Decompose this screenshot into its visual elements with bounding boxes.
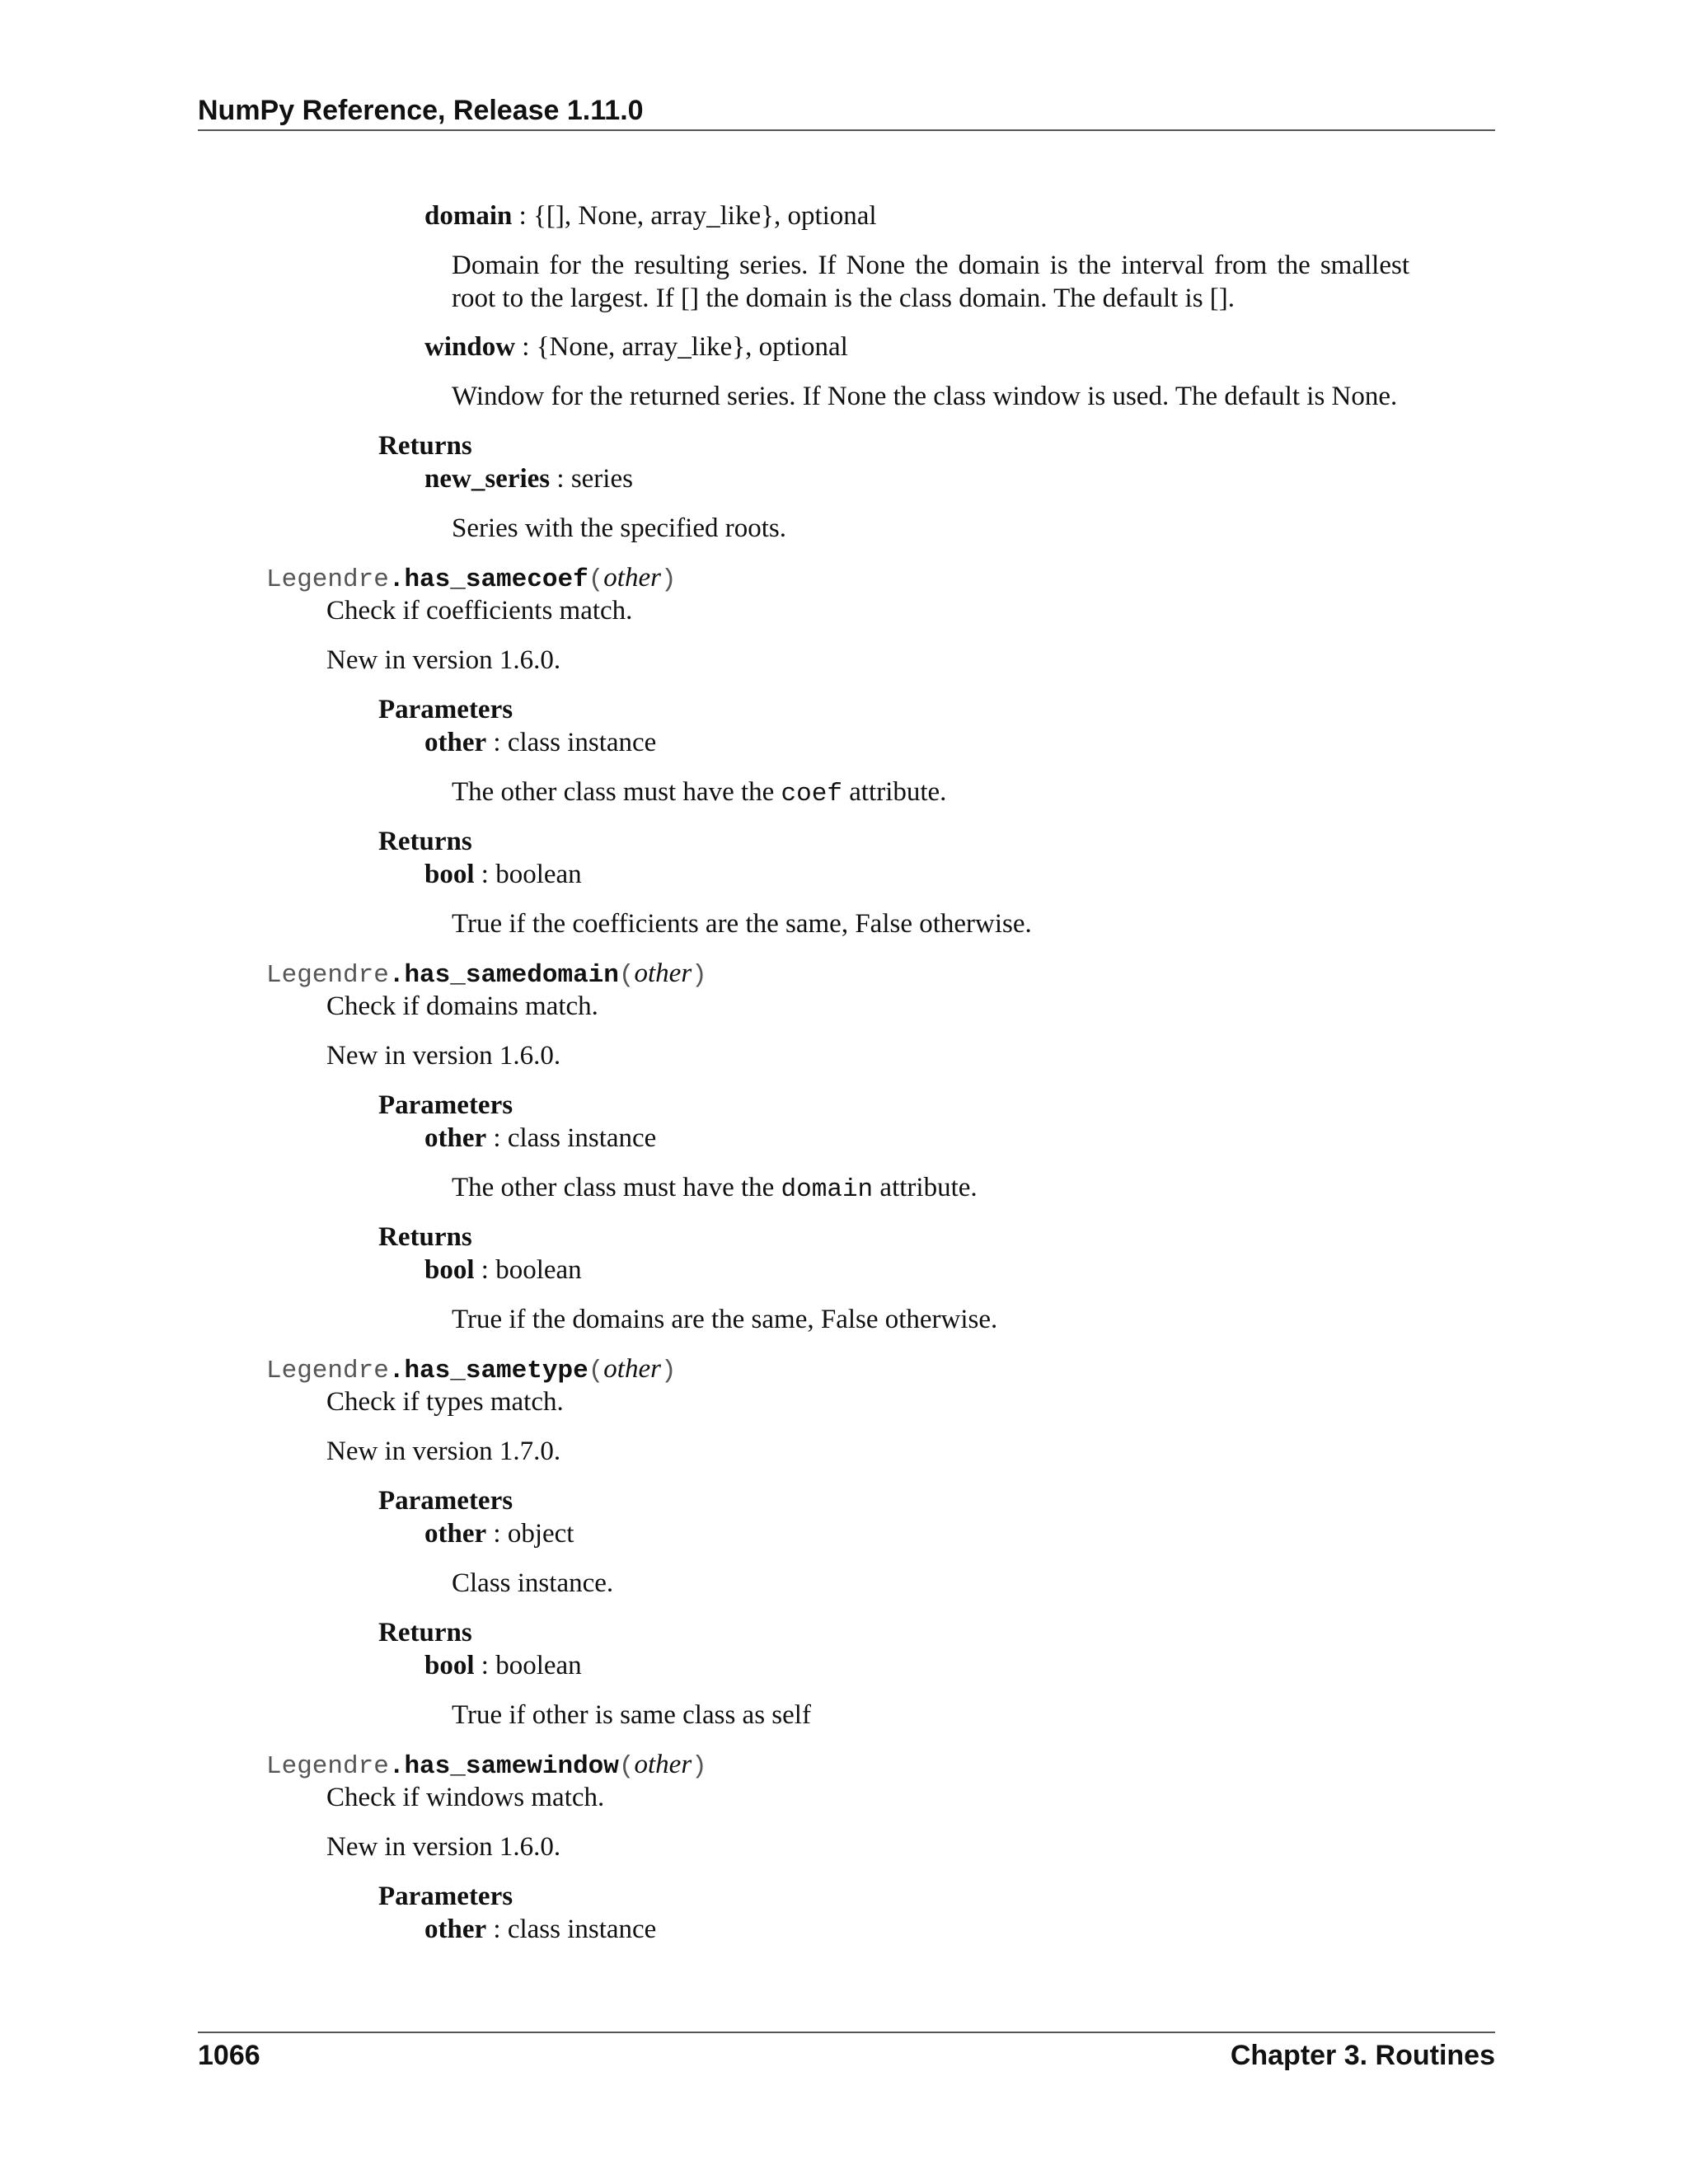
returns-label: Returns bbox=[378, 1222, 472, 1252]
chapter-title: Chapter 3. Routines bbox=[1230, 2040, 1495, 2071]
param-sep: : bbox=[515, 332, 537, 362]
desc-text: The other class must have the bbox=[452, 777, 781, 807]
method-summary: Check if windows match. bbox=[326, 1783, 605, 1812]
param-type: object bbox=[507, 1519, 574, 1549]
param-name: domain bbox=[424, 201, 513, 231]
method-name: has_samewindow bbox=[404, 1752, 619, 1781]
param-other bbox=[424, 1521, 574, 1548]
param-description: Window for the returned series. If None the class window is used. The default is None. bbox=[452, 382, 1398, 411]
return-sep: : bbox=[474, 1651, 496, 1680]
param-description bbox=[452, 1174, 978, 1202]
page-number: 1066 bbox=[198, 2040, 260, 2071]
return-sep: : bbox=[550, 464, 571, 494]
param-name: other bbox=[424, 1519, 487, 1549]
method-dot: . bbox=[388, 1752, 405, 1781]
param-name: other bbox=[424, 728, 487, 757]
method-dot: . bbox=[388, 565, 405, 594]
method-arg: other bbox=[634, 1750, 692, 1779]
return-value bbox=[424, 1257, 582, 1284]
param-name: other bbox=[424, 1123, 487, 1153]
method-name: has_sametype bbox=[404, 1357, 588, 1385]
return-description: True if the domains are the same, False otherwise. bbox=[452, 1305, 998, 1334]
right-paren: ) bbox=[660, 565, 677, 594]
desc-text: The other class must have the bbox=[452, 1173, 781, 1202]
method-name: has_samecoef bbox=[404, 565, 588, 594]
class-name: Legendre bbox=[266, 1357, 389, 1385]
right-paren: ) bbox=[692, 1752, 707, 1781]
return-description: Series with the specified roots. bbox=[452, 513, 786, 543]
method-summary: Check if coefficients match. bbox=[326, 596, 633, 626]
class-name: Legendre bbox=[266, 1752, 389, 1781]
method-signature-has-samedomain bbox=[266, 960, 707, 988]
return-name: bool bbox=[424, 1255, 475, 1285]
param-type: {[], None, array_like}, optional bbox=[533, 201, 877, 231]
param-other bbox=[424, 729, 656, 757]
param-sep: : bbox=[486, 1915, 508, 1944]
method-signature-has-samecoef bbox=[266, 565, 677, 593]
method-summary: Check if types match. bbox=[326, 1387, 564, 1417]
param-sep: : bbox=[486, 1123, 508, 1153]
param-type: class instance bbox=[507, 1123, 657, 1153]
method-dot: . bbox=[388, 1357, 405, 1385]
version-note: New in version 1.6.0. bbox=[326, 645, 561, 675]
return-value bbox=[424, 861, 582, 888]
return-type: series bbox=[570, 464, 633, 494]
method-arg: other bbox=[603, 1354, 661, 1384]
method-summary: Check if domains match. bbox=[326, 991, 598, 1021]
footer-rule bbox=[198, 2032, 1495, 2033]
left-paren: ( bbox=[618, 1752, 635, 1781]
right-paren: ) bbox=[660, 1357, 677, 1385]
method-name: has_samedomain bbox=[404, 961, 619, 990]
return-description: True if other is same class as self bbox=[452, 1700, 811, 1730]
return-type: boolean bbox=[495, 1651, 582, 1680]
param-sep: : bbox=[486, 1519, 508, 1549]
return-name: bool bbox=[424, 1651, 475, 1680]
param-description: Class instance. bbox=[452, 1568, 614, 1598]
parameters-label: Parameters bbox=[378, 695, 513, 724]
desc-text: attribute. bbox=[873, 1173, 978, 1202]
right-paren: ) bbox=[692, 961, 707, 990]
inline-code: coef bbox=[781, 780, 842, 808]
class-name: Legendre bbox=[266, 565, 389, 594]
desc-text: attribute. bbox=[842, 777, 947, 807]
returns-label: Returns bbox=[378, 431, 472, 461]
param-other bbox=[424, 1916, 656, 1943]
version-note: New in version 1.6.0. bbox=[326, 1832, 561, 1862]
return-name: bool bbox=[424, 860, 475, 889]
returns-label: Returns bbox=[378, 827, 472, 856]
param-sep: : bbox=[486, 728, 508, 757]
method-dot: . bbox=[388, 961, 405, 990]
return-type: boolean bbox=[495, 860, 582, 889]
param-type: class instance bbox=[507, 728, 657, 757]
parameters-label: Parameters bbox=[378, 1090, 513, 1120]
param-name: window bbox=[424, 332, 516, 362]
method-arg: other bbox=[634, 958, 692, 988]
param-sep: : bbox=[512, 201, 534, 231]
parameters-label: Parameters bbox=[378, 1486, 513, 1516]
class-name: Legendre bbox=[266, 961, 389, 990]
return-value bbox=[424, 1652, 582, 1680]
param-type: class instance bbox=[507, 1915, 657, 1944]
method-signature-has-sametype bbox=[266, 1356, 677, 1384]
return-value bbox=[424, 466, 633, 493]
param-name: other bbox=[424, 1915, 487, 1944]
running-header: NumPy Reference, Release 1.11.0 bbox=[198, 95, 644, 126]
return-sep: : bbox=[474, 1255, 496, 1285]
return-description: True if the coefficients are the same, False otherwise. bbox=[452, 909, 1032, 939]
param-description: Domain for the resulting series. If None the domain is the interval from the smallest root to the largest. If [] the domain is the class domain. The default is []. bbox=[452, 251, 1409, 313]
left-paren: ( bbox=[588, 565, 604, 594]
left-paren: ( bbox=[588, 1357, 604, 1385]
param-description bbox=[452, 779, 946, 807]
inline-code: domain bbox=[781, 1175, 874, 1204]
header-rule bbox=[198, 129, 1495, 131]
version-note: New in version 1.6.0. bbox=[326, 1041, 561, 1071]
return-sep: : bbox=[474, 860, 496, 889]
return-type: boolean bbox=[495, 1255, 582, 1285]
param-window bbox=[424, 334, 848, 361]
version-note: New in version 1.7.0. bbox=[326, 1436, 561, 1466]
param-domain bbox=[424, 203, 877, 230]
return-name: new_series bbox=[424, 464, 551, 494]
method-signature-has-samewindow bbox=[266, 1751, 707, 1779]
left-paren: ( bbox=[618, 961, 635, 990]
method-arg: other bbox=[603, 563, 661, 593]
param-type: {None, array_like}, optional bbox=[536, 332, 848, 362]
param-other bbox=[424, 1125, 656, 1152]
returns-label: Returns bbox=[378, 1618, 472, 1647]
parameters-label: Parameters bbox=[378, 1882, 513, 1911]
